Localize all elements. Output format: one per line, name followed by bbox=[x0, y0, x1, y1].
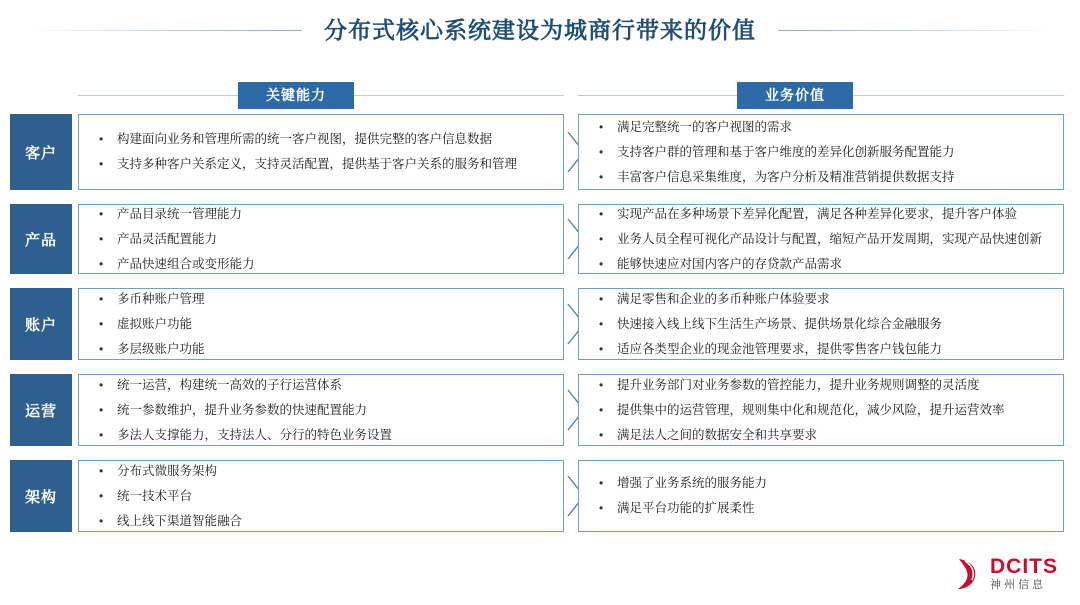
list-item: • 满足平台功能的扩展柔性 bbox=[593, 500, 1053, 517]
column-header-business-value: 业务价值 bbox=[737, 82, 853, 109]
list-item: • 统一技术平台 bbox=[93, 488, 553, 505]
list-item: • 提升业务部门对业务参数的管控能力，提升业务规则调整的灵活度 bbox=[593, 377, 1053, 394]
list-item: • 产品灵活配置能力 bbox=[93, 231, 553, 248]
category-badge-account: 账户 bbox=[10, 288, 72, 360]
right-panel-architecture bbox=[578, 460, 1064, 532]
right-panel-account bbox=[578, 288, 1064, 360]
list-item: • 统一参数维护，提升业务参数的快速配置能力 bbox=[93, 402, 553, 419]
left-panel-architecture bbox=[78, 460, 564, 532]
left-panel-product bbox=[78, 204, 564, 274]
page-title-bar bbox=[0, 10, 1080, 52]
dcits-logo-icon bbox=[953, 557, 983, 591]
logo-en-text: DCITS bbox=[990, 555, 1058, 578]
list-item: • 构建面向业务和管理所需的统一客户视图，提供完整的客户信息数据 bbox=[93, 131, 553, 148]
category-badge-architecture: 架构 bbox=[10, 460, 72, 532]
right-panel-operation bbox=[578, 374, 1064, 446]
category-badge-customer: 客户 bbox=[10, 114, 72, 190]
logo-cn-text: 神州信息 bbox=[990, 579, 1046, 591]
list-item: • 分布式微服务架构 bbox=[93, 463, 553, 480]
list-item: • 适应各类型企业的现金池管理要求，提供零售客户钱包能力 bbox=[593, 341, 1053, 358]
company-logo bbox=[953, 556, 1058, 591]
list-item: • 多层级账户功能 bbox=[93, 341, 553, 358]
list-item: • 线上线下渠道智能融合 bbox=[93, 513, 553, 530]
list-item: • 快速接入线上线下生活生产场景、提供场景化综合金融服务 bbox=[593, 316, 1053, 333]
logo-text bbox=[990, 556, 1058, 591]
list-item: • 满足零售和企业的多币种账户体验要求 bbox=[593, 291, 1053, 308]
list-item: • 产品目录统一管理能力 bbox=[93, 206, 553, 223]
list-item: • 支持客户群的管理和基于客户维度的差异化创新服务配置能力 bbox=[593, 144, 1053, 161]
page-title: 分布式核心系统建设为城商行带来的价值 bbox=[302, 10, 778, 50]
column-header-key-capability: 关键能力 bbox=[238, 82, 354, 109]
list-item: • 提供集中的运营管理，规则集中化和规范化，减少风险，提升运营效率 bbox=[593, 402, 1053, 419]
right-panel-customer bbox=[578, 114, 1064, 190]
list-item: • 业务人员全程可视化产品设计与配置，缩短产品开发周期，实现产品快速创新 bbox=[593, 231, 1053, 248]
list-item: • 产品快速组合或变形能力 bbox=[93, 256, 553, 273]
category-badge-product: 产品 bbox=[10, 204, 72, 274]
list-item: • 实现产品在多种场景下差异化配置，满足各种差异化要求，提升客户体验 bbox=[593, 206, 1053, 223]
category-badge-operation: 运营 bbox=[10, 374, 72, 446]
list-item: • 丰富客户信息采集维度，为客户分析及精准营销提供数据支持 bbox=[593, 169, 1053, 186]
list-item: • 虚拟账户功能 bbox=[93, 316, 553, 333]
list-item: • 满足法人之间的数据安全和共享要求 bbox=[593, 427, 1053, 444]
list-item: • 多币种账户管理 bbox=[93, 291, 553, 308]
list-item: • 统一运营，构建统一高效的子行运营体系 bbox=[93, 377, 553, 394]
left-panel-customer bbox=[78, 114, 564, 190]
list-item: • 支持多种客户关系定义，支持灵活配置，提供基于客户关系的服务和管理 bbox=[93, 156, 553, 173]
list-item: • 满足完整统一的客户视图的需求 bbox=[593, 119, 1053, 136]
left-panel-operation bbox=[78, 374, 564, 446]
list-item: • 增强了业务系统的服务能力 bbox=[593, 475, 1053, 492]
list-item: • 能够快速应对国内客户的存贷款产品需求 bbox=[593, 256, 1053, 273]
right-panel-product bbox=[578, 204, 1064, 274]
list-item: • 多法人支撑能力，支持法人、分行的特色业务设置 bbox=[93, 427, 553, 444]
left-panel-account bbox=[78, 288, 564, 360]
